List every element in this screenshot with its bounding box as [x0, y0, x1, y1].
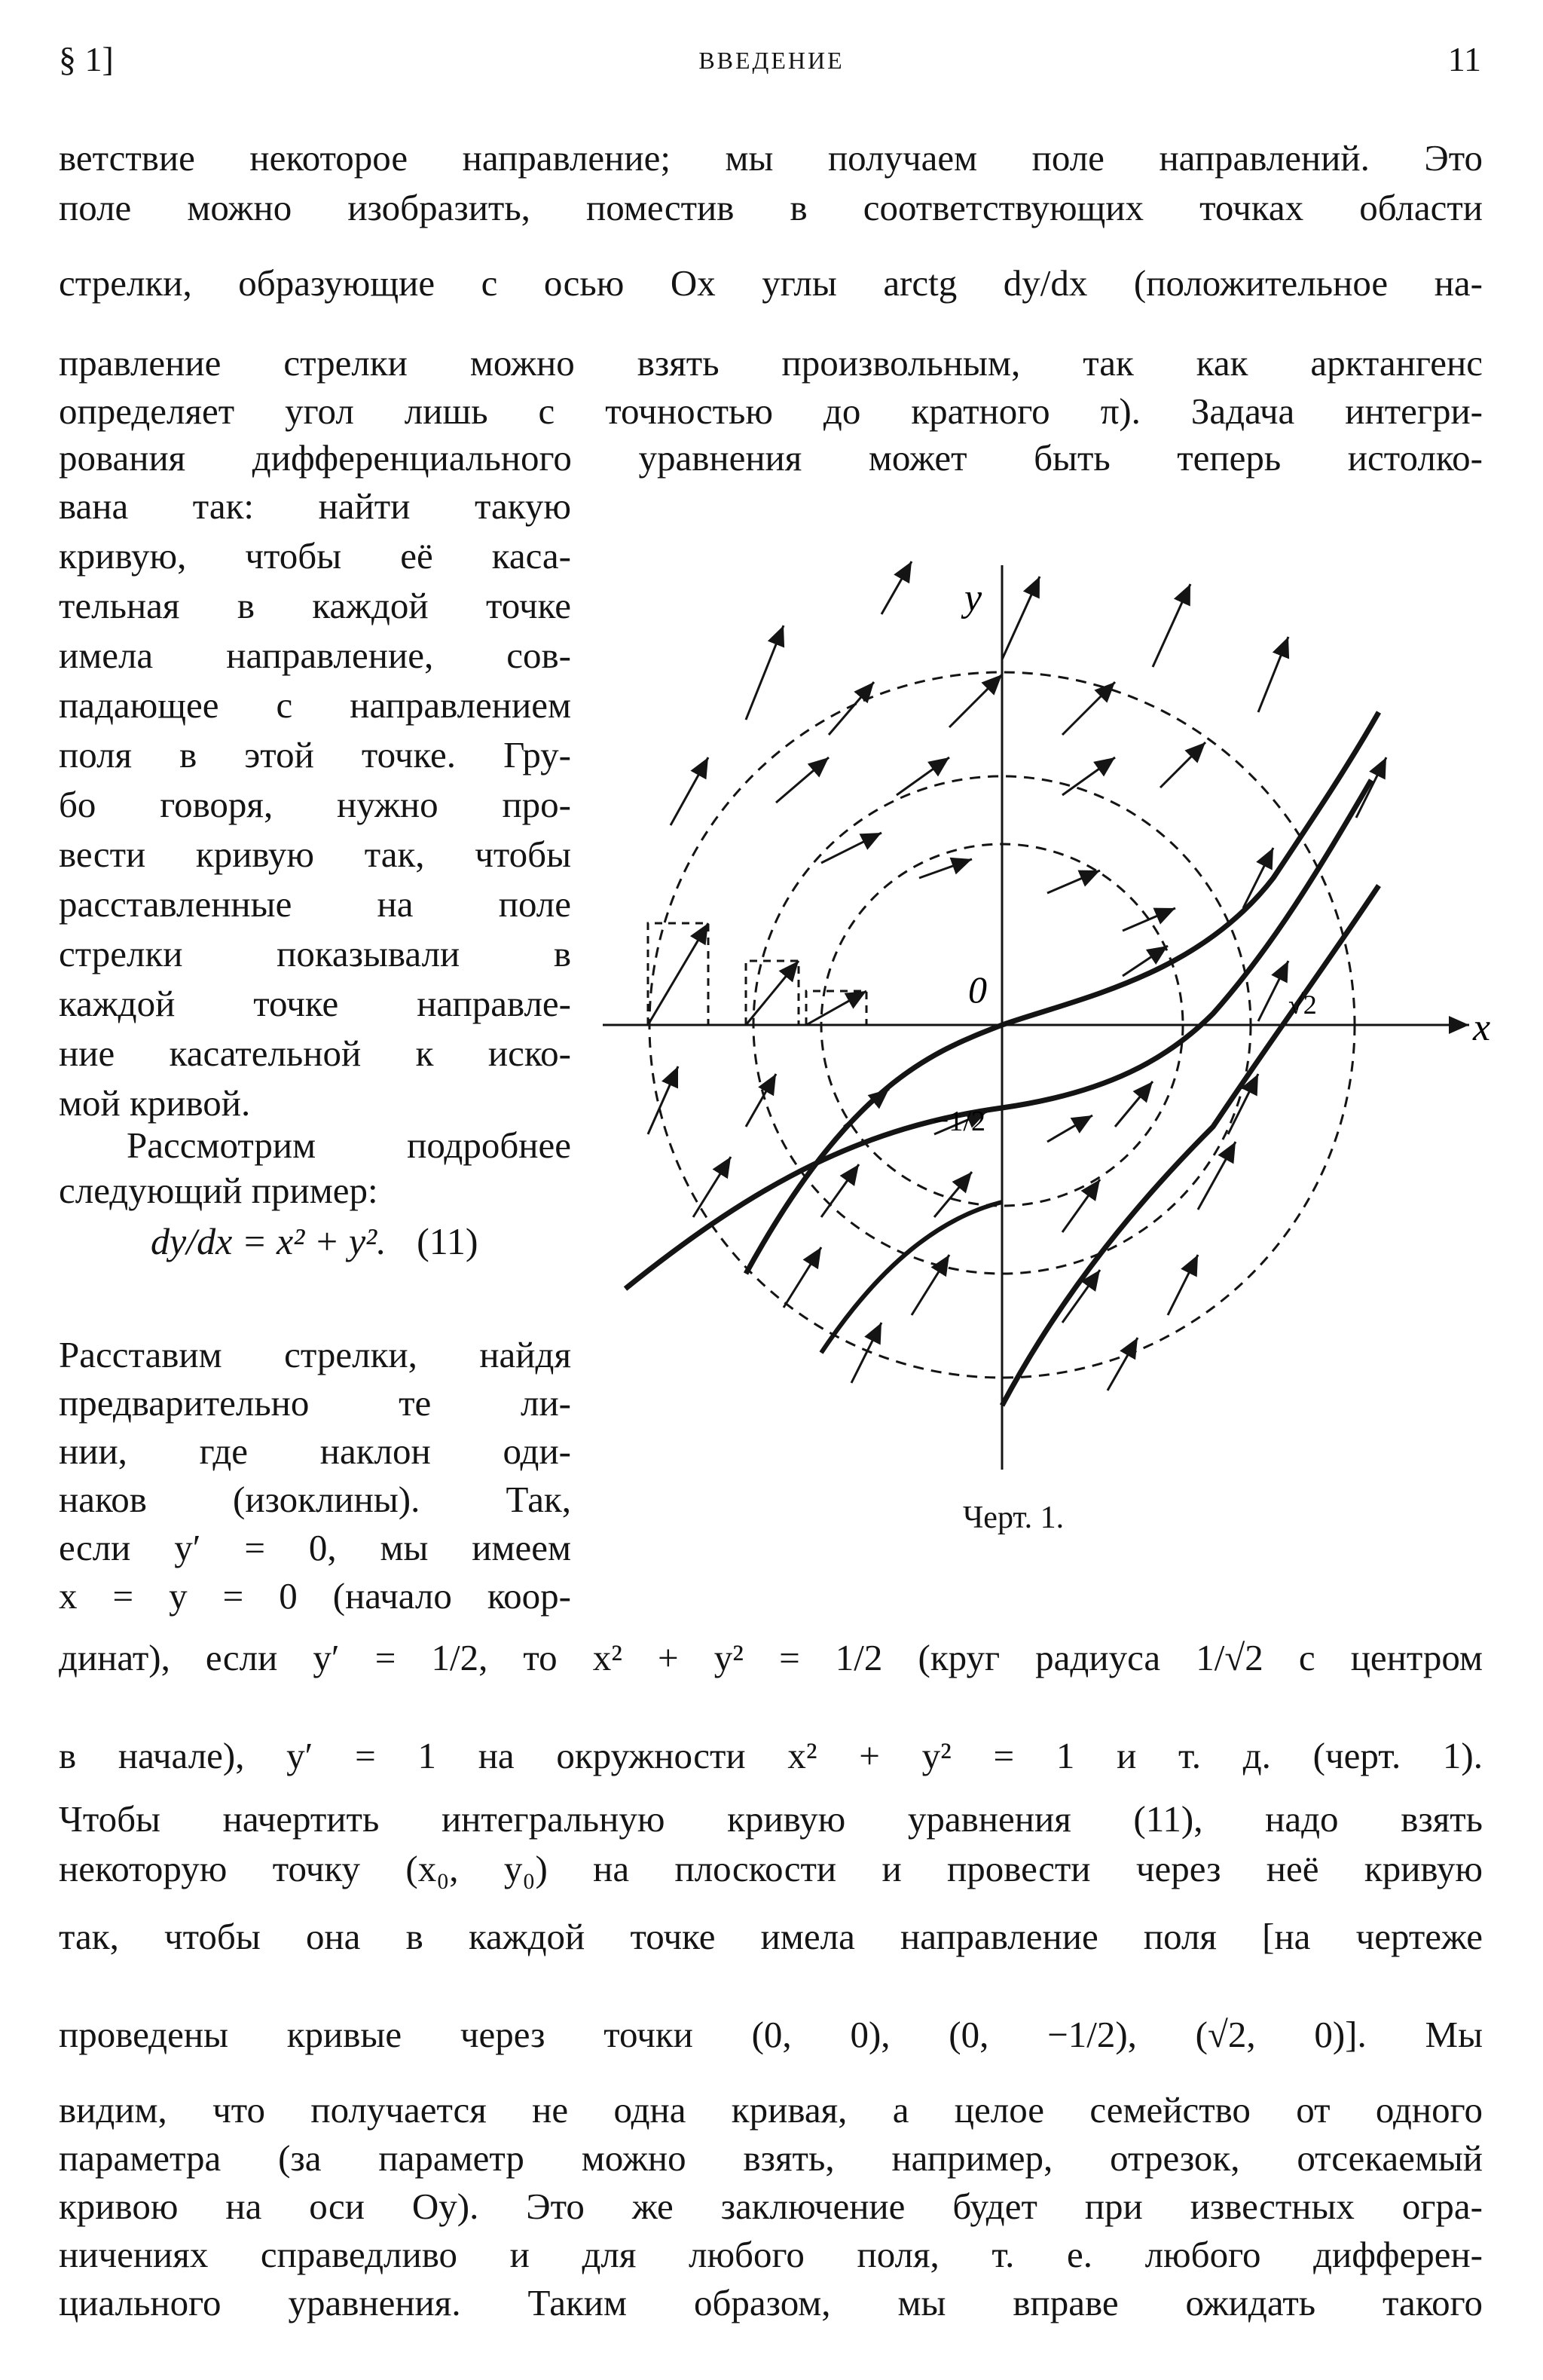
minus-half-label: −1/2 — [933, 1106, 985, 1137]
field-arrow — [746, 961, 799, 1025]
text-line: параметра (за параметр можно взять, например, отрезок, отсекаемый — [59, 2137, 1483, 2179]
text-line: ние касательной к иско- — [59, 1032, 571, 1074]
text-line: падающее с направлением — [59, 684, 571, 726]
text-line: предварительно те ли- — [59, 1382, 571, 1424]
text-line: Расставим стрелки, найдя — [59, 1334, 571, 1375]
text-line: ничениях справедливо и для любого поля, т. е. любого дифферен- — [59, 2234, 1483, 2275]
text-line: видим, что получается не одна кривая, а целое семейство от одного — [59, 2089, 1483, 2131]
field-arrow — [912, 1255, 949, 1315]
field-arrow — [851, 1323, 881, 1383]
text-line: в начале), y′ = 1 на окружности x² + y² = 1 и т. д. (черт. 1). — [59, 1735, 1483, 1776]
field-arrow — [1062, 682, 1115, 735]
direction-field-figure — [595, 554, 1499, 1488]
text-line: кривою на оси Oy). Это же заключение будет при известных огра- — [59, 2186, 1483, 2227]
text-line: Чтобы начертить интегральную кривую уравнения (11), надо взять — [59, 1798, 1483, 1840]
sqrt2-label: √2 — [1288, 990, 1317, 1020]
text-line: поля в этой точке. Гру- — [59, 734, 571, 775]
text-line: каждой точке направле- — [59, 983, 571, 1024]
text-line: динат), если y′ = 1/2, то x² + y² = 1/2 (круг радиуса 1/√2 с центром — [59, 1637, 1483, 1678]
text-line: x = y = 0 (начало коор- — [59, 1575, 571, 1617]
field-arrow — [1258, 637, 1288, 712]
text-line: бо говоря, нужно про- — [59, 784, 571, 825]
field-arrow — [1047, 1115, 1092, 1142]
text-line: так, чтобы она в каждой точке имела направление поля [на чертеже — [59, 1916, 1483, 1957]
text-line: вана так: найти такую — [59, 485, 571, 527]
field-arrow — [671, 757, 708, 825]
field-arrow — [1115, 1081, 1153, 1127]
text-line: если y′ = 0, мы имеем — [59, 1527, 571, 1568]
field-arrow — [776, 757, 829, 803]
equation-number: (11) — [417, 1220, 478, 1262]
field-arrow — [784, 1247, 821, 1308]
axis-label-x: x — [1473, 1006, 1491, 1049]
field-arrow — [648, 923, 708, 1025]
field-arrow — [1356, 757, 1386, 818]
axis-label-y: y — [964, 577, 982, 619]
field-arrow — [1002, 577, 1040, 659]
page-number: 11 — [1447, 40, 1481, 78]
field-arrow — [806, 991, 866, 1025]
field-arrow — [1160, 742, 1205, 788]
text-line: Рассмотрим подробнее — [127, 1124, 571, 1166]
text-line: наков (изоклины). Так, — [59, 1479, 571, 1520]
text-line: рования дифференциального уравнения может быть теперь истолко- — [59, 437, 1483, 479]
field-arrow — [919, 859, 972, 878]
field-arrow — [1047, 870, 1100, 893]
text-line: проведены кривые через точки (0, 0), (0, −1/2), (√2, 0)]. Мы — [59, 2014, 1483, 2055]
integral-curve — [1002, 886, 1379, 1406]
text-line: нии, где наклон оди- — [59, 1430, 571, 1472]
field-arrow — [1062, 757, 1115, 795]
figure-caption: Черт. 1. — [963, 1501, 1065, 1535]
field-arrow — [693, 1157, 731, 1217]
text-line: стрелки показывали в — [59, 933, 571, 974]
text-line: циального уравнения. Таким образом, мы вправе ожидать такого — [59, 2282, 1483, 2323]
text-line: вести кривую так, чтобы — [59, 834, 571, 875]
text-line: правление стрелки можно взять произвольным, так как арктангенс — [59, 342, 1483, 384]
text-line: определяет угол лишь с точностью до кратного π). Задача интегри- — [59, 390, 1483, 432]
equation-11 — [151, 1219, 478, 1263]
field-arrow — [746, 626, 784, 720]
field-arrow — [1123, 946, 1168, 976]
text-line: тельная в каждой точке — [59, 585, 571, 626]
field-arrow — [1123, 908, 1175, 931]
text-line: поле можно изобразить, поместив в соответствующих точках области — [59, 187, 1483, 228]
field-arrow — [821, 1164, 859, 1217]
text-line: ветствие некоторое направление; мы получаем поле направлений. Это — [59, 137, 1483, 179]
integral-curve — [625, 780, 1371, 1289]
integral-curve — [821, 1202, 1002, 1353]
text-line: имела направление, сов- — [59, 635, 571, 676]
section-mark: § 1] — [59, 40, 114, 78]
field-arrow — [746, 1074, 776, 1127]
field-arrow — [829, 682, 874, 735]
text-line: некоторую точку (x₀, y₀) на плоскости и провести через неё кривую — [59, 1848, 1483, 1889]
field-arrow — [1168, 1255, 1198, 1315]
text-line: расставленные на поле — [59, 883, 571, 925]
field-arrow — [821, 833, 881, 863]
equation-body: dy/dx = x² + y². — [151, 1220, 387, 1262]
text-line: следующий пример: — [59, 1170, 378, 1211]
field-arrow — [844, 1089, 889, 1127]
field-arrow — [881, 561, 912, 614]
field-arrow — [1108, 1338, 1138, 1390]
field-arrow — [1258, 961, 1288, 1021]
origin-label: 0 — [968, 968, 987, 1011]
field-arrow — [1153, 584, 1190, 667]
text-line: кривую, чтобы её каса- — [59, 535, 571, 577]
text-line: стрелки, образующие с осью Ox углы arctg dy/dx (положительное на- — [59, 262, 1483, 304]
running-title: ВВЕДЕНИЕ — [698, 47, 845, 74]
field-arrow — [949, 675, 1002, 727]
text-line: мой кривой. — [59, 1082, 251, 1124]
